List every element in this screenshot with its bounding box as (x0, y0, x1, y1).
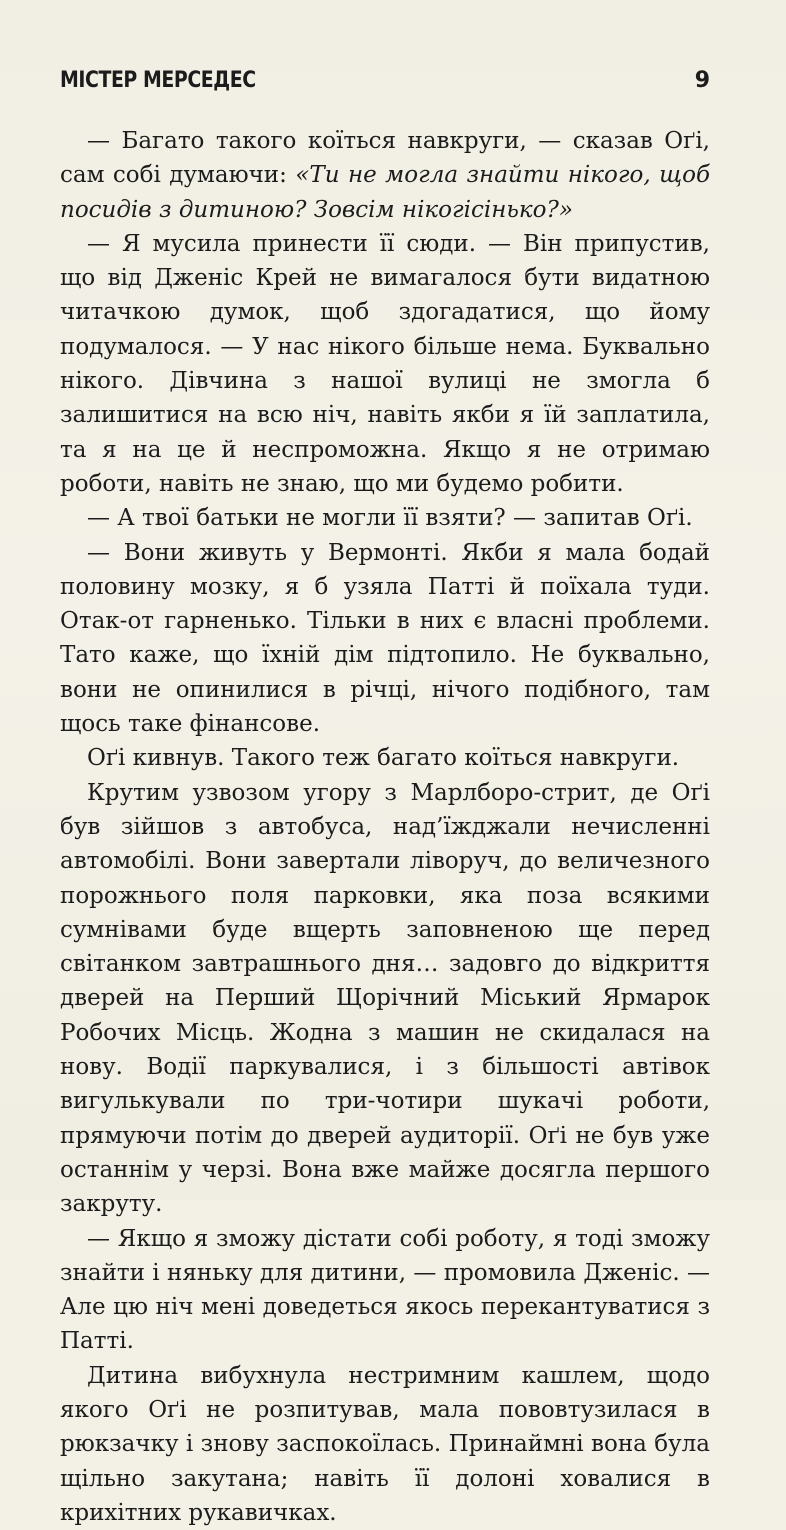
page-number: 9 (694, 68, 710, 93)
running-title: МІСТЕР МЕРСЕДЕС (60, 68, 256, 93)
paragraph: Крутим узвозом угору з Марлборо-стрит, де Оґі був зійшов з автобуса, над’їжджали нечисленні автомобілі. Вони завертали ліворуч, до величезного порожнього поля парковки, яка поза всякими сумнівами буде вщерть заповненою ще перед світанком завтрашнього дня… задовго до відкриття дверей на Перший Щорічний Міський Ярмарок Робочих Місць. Жодна з машин не скидалася на нову. Водії паркувалися, і з більшості автівок вигулькували по три-чотири шукачі роботи, прямуючи потім до дверей аудиторії. Оґі не був уже останнім у черзі. Вона вже майже досягла першого закруту. (60, 779, 710, 1218)
italic-thought: «Ти не могла знайти нікого, щоб посидів з дитиною? Зовсім нікогісінько?» (60, 162, 710, 223)
paragraph: — Якщо я зможу дістати собі роботу, я тоді зможу знайти і няньку для дитини, — промовила Дженіс. — Але цю ніч мені доведеться якось перекантуватися з Патті. (60, 1225, 710, 1355)
paragraph: — Вони живуть у Вермонті. Якби я мала бодай половину мозку, я б узяла Патті й поїхала туди. Отак-от гарненько. Тільки в них є власні проблеми. Тато каже, що їхній дім підтопило. Не буквально, вони не опинилися в річці, нічого подібного, там щось таке фінансове. (60, 539, 710, 738)
page-header (60, 68, 710, 104)
paragraph: — А твої батьки не могли її взяти? — запитав Оґі. (87, 505, 693, 532)
body-text (60, 124, 710, 1530)
paragraph (60, 124, 710, 227)
paragraph: Дитина вибухнула нестримним кашлем, щодо якого Оґі не розпитував, мала пововтузилася в рюкзачку і знову заспокоїлась. Принаймні вона була щільно закутана; навіть її долоні ховалися в крихітних рукавичках. (60, 1362, 710, 1526)
paragraph: — Я мусила принести її сюди. — Він припустив, що від Дженіс Крей не вимагалося бути видатною читачкою думок, щоб здогадатися, що йому подумалося. — У нас нікого більше нема. Буквально нікого. Дівчина з нашої вулиці не змогла б залишитися на всю ніч, навіть якби я їй заплатила, та я на це й неспроможна. Якщо я не отримаю роботи, навіть не знаю, що ми будемо робити. (60, 230, 710, 497)
paragraph-text: — Багато такого коїться навкруги, — сказав Оґі, сам собі думаючи: (60, 128, 710, 189)
paragraph: Оґі кивнув. Такого теж багато коїться навкруги. (87, 745, 680, 772)
